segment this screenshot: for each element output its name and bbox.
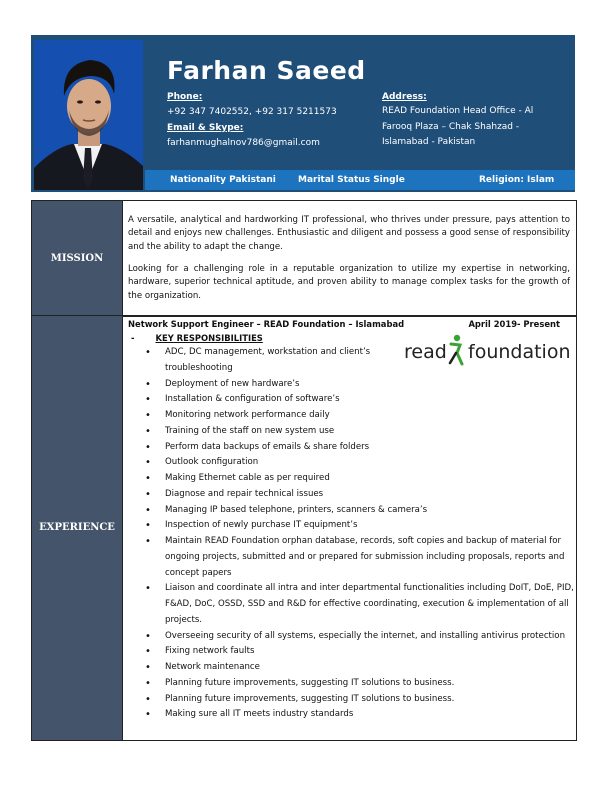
email-value[interactable]: farhanmughalnov786@gmail.com [167,138,320,148]
mission-paragraph-2: Looking for a challenging role in a reputable organization to utilize my expertise in networking, hardware, superior technical aptitude, and proven ability to manage complex tasks for the growth of the organization. [128,264,570,301]
mission-paragraph-1: A versatile, analytical and hardworking IT professional, who thrives under pressure, pays attention to detail and enjoys new challenges. Enthusiastic and diligent and possess a good sense of responsibility and the ability to adapt the change. [128,215,570,252]
address-line-3: Islamabad - Pakistan [382,137,476,147]
responsibility-item: • Managing IP based telephone, printers, scanners & camera’s [145,503,575,519]
responsibility-item: • Maintain READ Foundation orphan database, records, soft copies and backup of material for ongoing projects, submitted and or prepared for submission including proposals, reports and concept papers [145,534,575,581]
responsibility-item: • ADC, DC management, workstation and client’s troubleshooting [145,345,395,377]
responsibilities-list [145,345,575,723]
responsibility-item: • Making Ethernet cable as per required [145,471,575,487]
phone-value: +92 347 7402552, +92 317 5211573 [167,107,337,117]
religion: Religion: Islam [479,175,555,185]
job-title: Network Support Engineer – READ Foundation – Islamabad [128,319,405,329]
responsibility-item: • Planning future improvements, suggesting IT solutions to business. [145,676,575,692]
phone-label: Phone: [167,92,203,102]
nationality: Nationality Pakistani [170,175,276,185]
responsibility-item: • Planning future improvements, suggesting IT solutions to business. [145,692,575,708]
responsibility-item: • Outlook configuration [145,455,575,471]
profile-photo [34,40,143,190]
responsibility-item: • Inspection of newly purchase IT equipment’s [145,518,575,534]
mission-label: MISSION [50,253,104,264]
responsibility-item: • Diagnose and repair technical issues [145,487,575,503]
heading-dash: - [131,333,135,343]
address-label: Address: [382,92,427,102]
responsibility-item: • Fixing network faults [145,644,575,660]
job-date: April 2019- Present [468,319,560,329]
logo-text-foundation: foundation [468,341,571,363]
portrait-image [34,40,143,190]
logo-text-read: read [404,341,447,363]
responsibility-item: • Liaison and coordinate all intra and inter departmental functionalities including DoIT, DoE, PID, F&AD, DoC, OSSD, SSD and R&D for effective coordinating, execution & implementation of all projects. [145,581,575,628]
responsibility-item: • Making sure all IT meets industry standards [145,707,575,723]
personal-info-bar [145,170,575,190]
responsibility-item: • Installation & configuration of software’s [145,392,575,408]
experience-section [31,315,577,741]
responsibilities-heading [131,333,263,343]
responsibility-item: • Training of the staff on new system use [145,424,575,440]
address-line-2: Farooq Plaza – Chak Shahzad - [382,122,520,132]
responsibility-item: • Overseeing security of all systems, especially the internet, and installing antivirus protection [145,629,575,645]
email-label: Email & Skype: [167,123,244,133]
responsibility-item: • Monitoring network performance daily [145,408,575,424]
mission-section [31,200,577,317]
responsibility-item: • Deployment of new hardware’s [145,377,575,393]
experience-label: EXPERIENCE [39,522,115,533]
responsibility-item: • Perform data backups of emails & share folders [145,440,575,456]
address-line-1: READ Foundation Head Office - Al [382,106,534,116]
responsibilities-heading-text: KEY RESPONSIBILITIES [155,333,263,343]
marital-status: Marital Status Single [298,175,405,185]
responsibility-item: • Network maintenance [145,660,575,676]
candidate-name: Farhan Saeed [167,56,366,85]
